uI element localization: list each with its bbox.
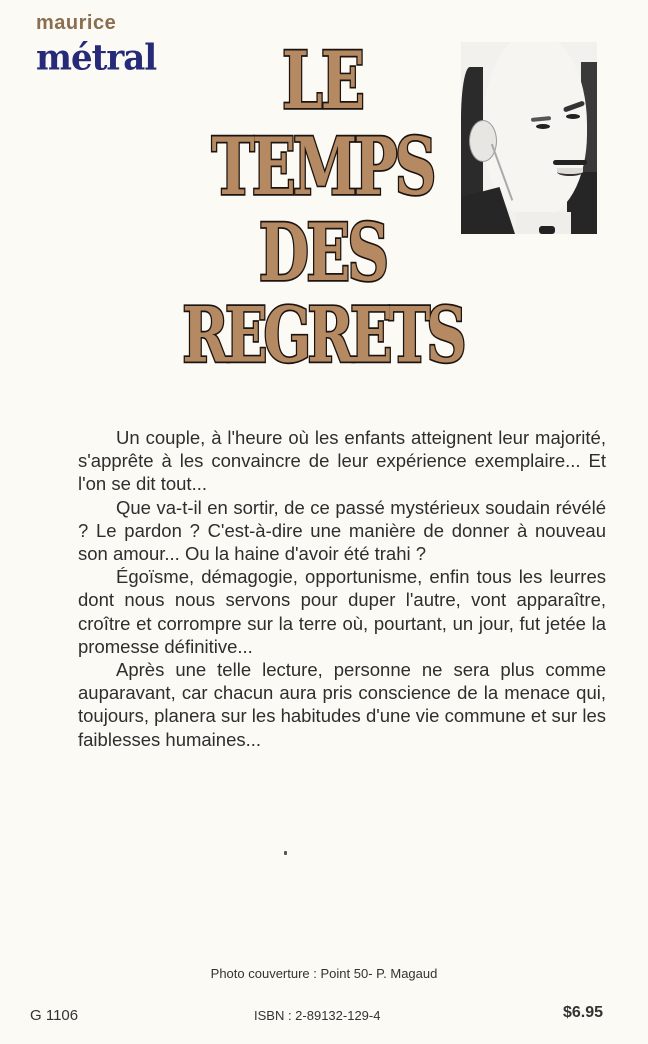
price: $6.95 [563,1004,604,1021]
title-line-3: DES [258,207,387,300]
title-line-4: REGRETS [182,291,463,381]
back-cover-blurb [78,426,606,751]
author-portrait-photo [461,42,597,234]
author-last-name: métral [36,37,157,79]
print-speck [284,851,287,855]
author-first-name: maurice [36,12,117,34]
catalog-code: G 1106 [30,1007,79,1024]
isbn: ISBN : 2-89132-129-4 [254,1008,381,1023]
blurb-paragraph: Égoïsme, démagogie, opportunisme, enfin tous les leurres dont nous nous servons pour duper l'autre, vont apparaître, croître et corrompre sur la terre où, pourtant, un jour, fut jetée la promesse définitive... [78,566,606,657]
blurb-paragraph: Un couple, à l'heure où les enfants atteignent leur majorité, s'apprête à les convaincre de leur expérience exemplaire... Et l'on se dit tout... [78,427,606,495]
blurb-paragraph: Que va-t-il en sortir, de ce passé mystérieux soudain révélé ? Le pardon ? C'est-à-dire une manière de donner à nouveau son amour... Ou la haine d'avoir été trahi ? [78,496,606,565]
title-line-1: LE [282,35,363,128]
blurb-paragraph: Après une telle lecture, personne ne sera plus comme auparavant, car chacun aura pris conscience de la menace qui, toujours, planera sur les habitudes d'une vie commune et sur les faiblesses humaines... [78,659,606,750]
book-title [170,35,475,382]
photo-credit: Photo couverture : Point 50- P. Magaud [210,966,438,981]
title-line-2: TEMPS [211,121,434,214]
